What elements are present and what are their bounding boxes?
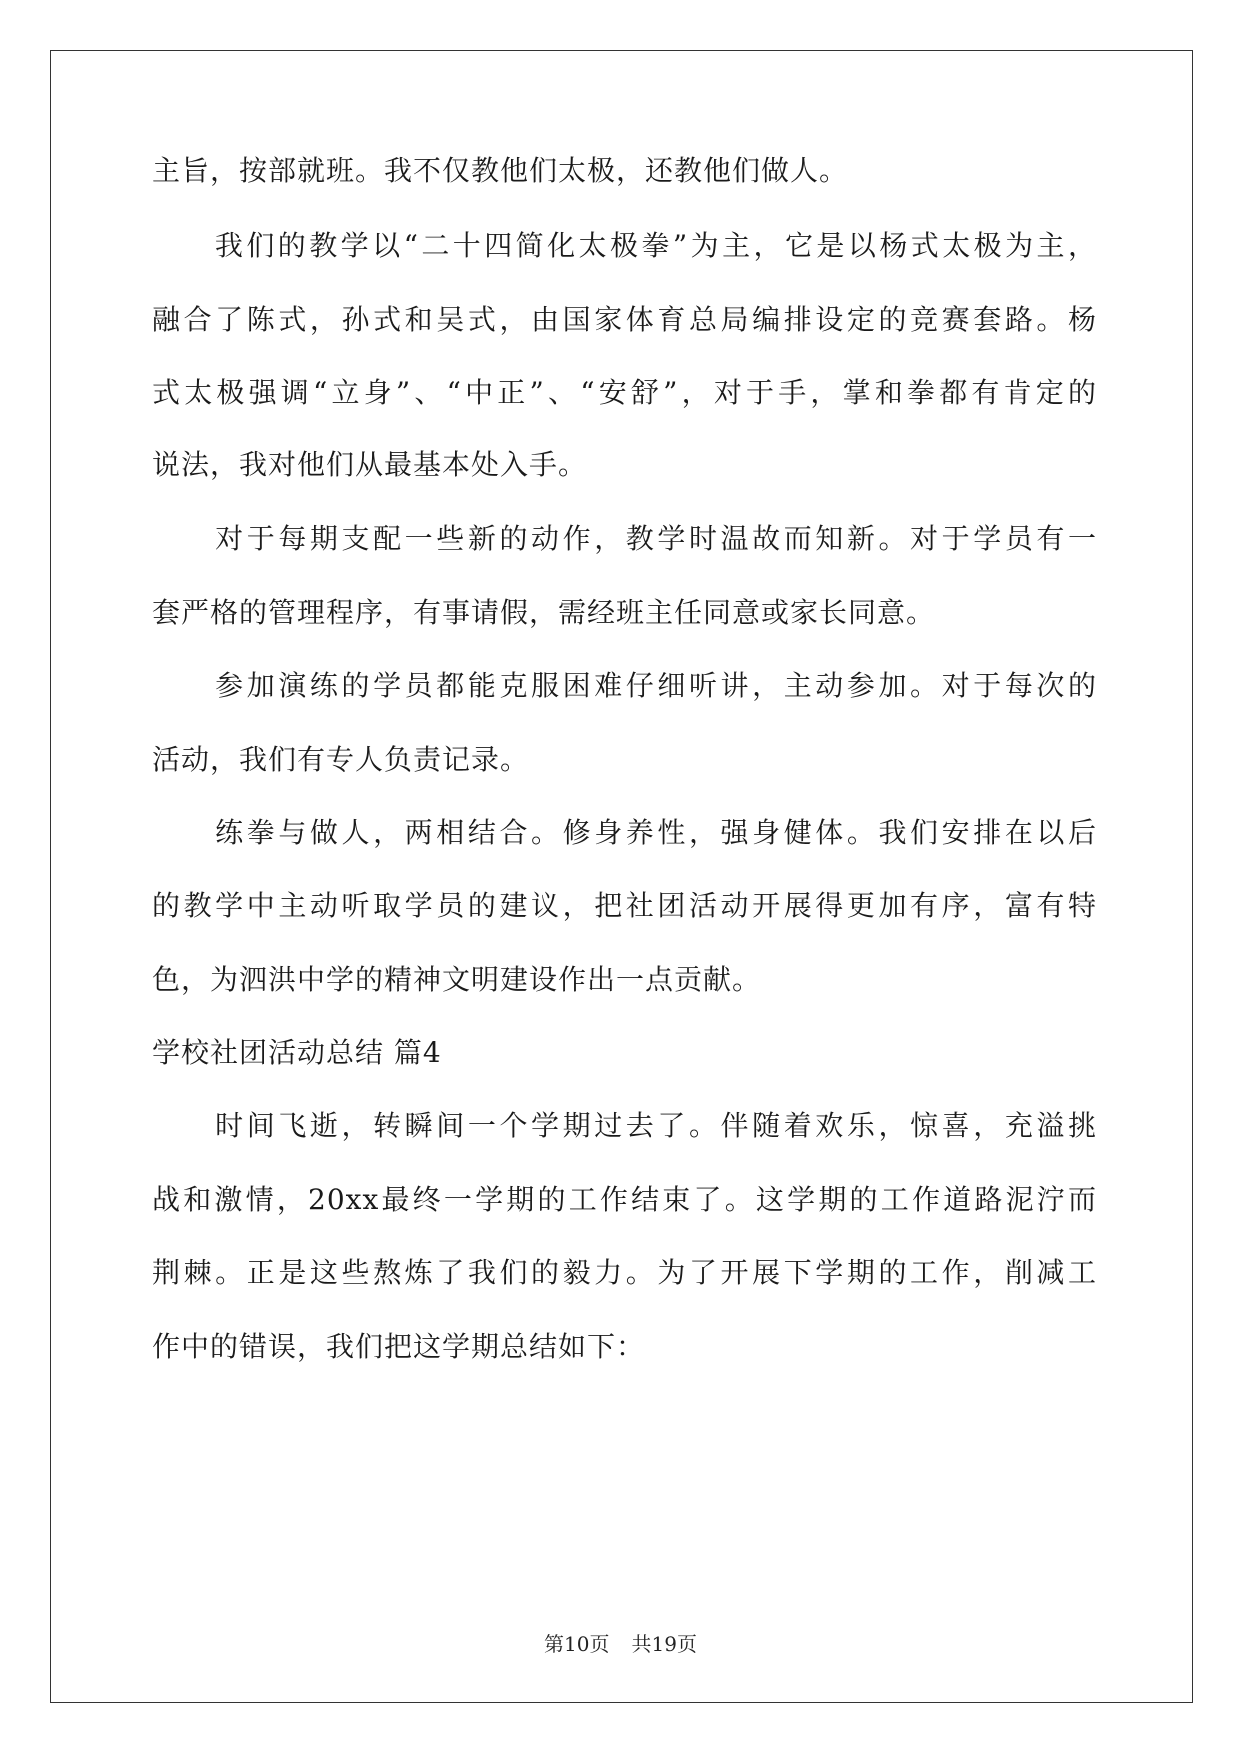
section-heading: 学校社团活动总结 篇4 — [152, 1036, 442, 1069]
text-line: 活动，我们有专人负责记录。 — [152, 743, 530, 776]
text-line: 主旨，按部就班。我不仅教他们太极，还教他们做人。 — [152, 154, 849, 187]
page-number: 第10页 — [544, 1632, 610, 1656]
text-line: 练拳与做人，两相结合。修身养性，强身健体。我们安排在以后 — [152, 816, 1097, 849]
page-total: 共19页 — [631, 1632, 697, 1656]
page-border — [50, 50, 1193, 1703]
text-line: 对于每期支配一些新的动作，教学时温故而知新。对于学员有一 — [152, 522, 1097, 555]
text-line: 套严格的管理程序，有事请假，需经班主任同意或家长同意。 — [152, 596, 936, 629]
text-line: 战和激情，20xx最终一学期的工作结束了。这学期的工作道路泥泞而 — [152, 1183, 1097, 1216]
text-line: 作中的错误，我们把这学期总结如下： — [152, 1330, 646, 1363]
text-line: 的教学中主动听取学员的建议，把社团活动开展得更加有序，富有特 — [152, 889, 1097, 922]
text-line: 融合了陈式，孙式和吴式，由国家体育总局编排设定的竞赛套路。杨 — [152, 303, 1097, 336]
text-line: 说法，我对他们从最基本处入手。 — [152, 448, 588, 481]
page-footer — [0, 1630, 1241, 1658]
text-line: 色，为泗洪中学的精神文明建设作出一点贡献。 — [152, 963, 762, 996]
text-line: 式太极强调“立身”、“中正”、“安舒”，对于手，掌和拳都有肯定的 — [152, 376, 1097, 409]
text-line: 参加演练的学员都能克服困难仔细听讲，主动参加。对于每次的 — [152, 669, 1097, 702]
text-line: 我们的教学以“二十四简化太极拳”为主，它是以杨式太极为主， — [152, 229, 1097, 262]
text-line: 荆棘。正是这些熬炼了我们的毅力。为了开展下学期的工作，削减工 — [152, 1256, 1097, 1289]
text-line: 时间飞逝，转瞬间一个学期过去了。伴随着欢乐，惊喜，充溢挑 — [152, 1109, 1097, 1142]
